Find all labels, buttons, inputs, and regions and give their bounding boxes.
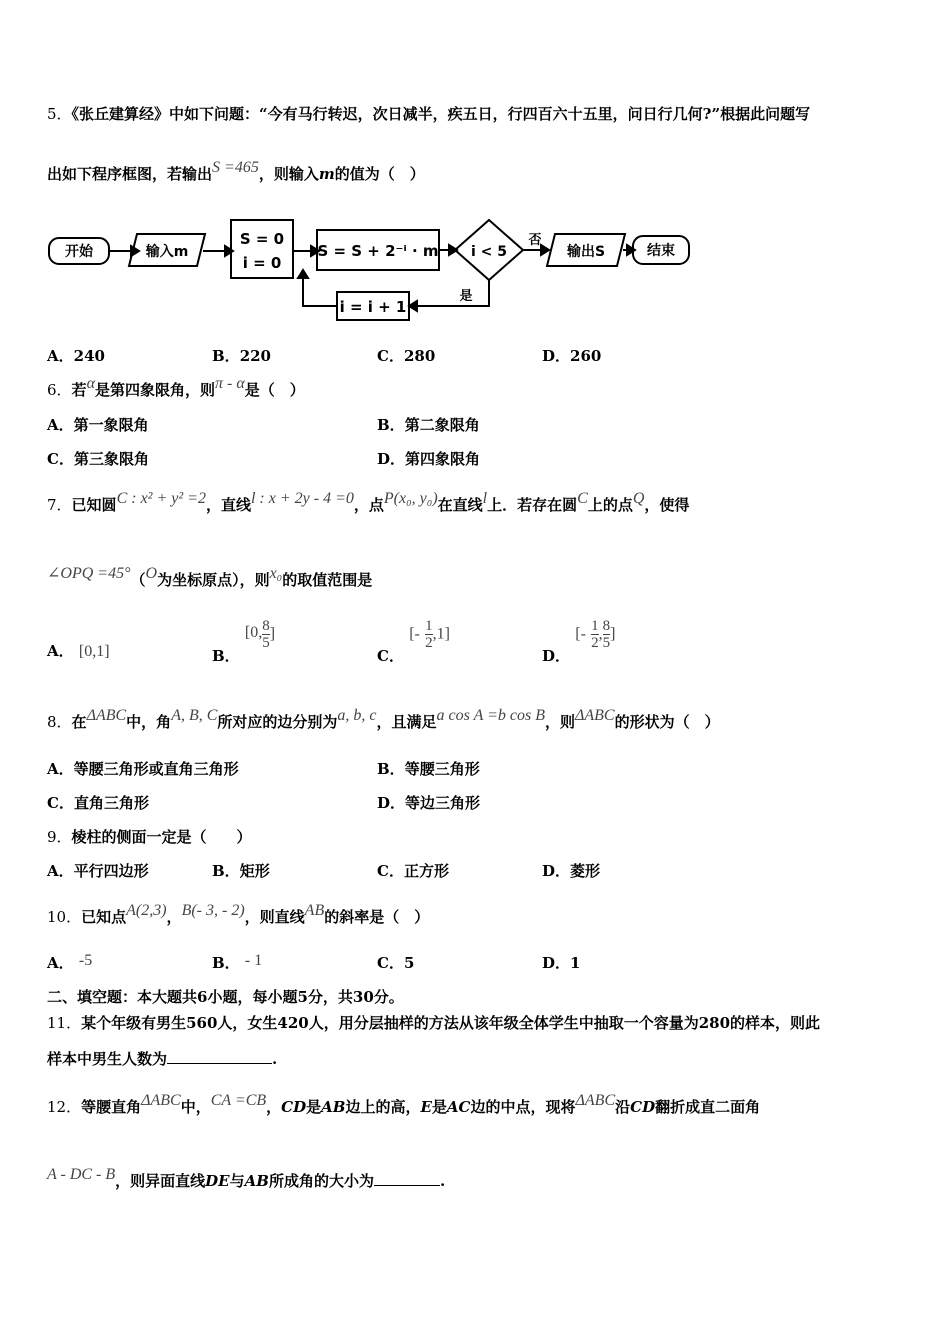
q5-text2b: ，则输入 <box>258 165 319 183</box>
q9-option-a[interactable]: A．平行四边形 <box>47 862 149 880</box>
q6-expr: π - α <box>214 375 245 392</box>
q11-line1: 11．某个年级有男生560人，女生420人，用分层抽样的方法从该年级全体学生中抽取一个容量为280的样本，则此 <box>47 1014 821 1032</box>
q12-line1: 12．等腰直角ΔABC中，CA =CB，CD是AB边上的高，E是AC边的中点，现将ΔABC沿CD翻折成直二面角 <box>47 1092 761 1116</box>
q7-circle: C : x² + y² =2 <box>116 490 206 507</box>
q12-answer-blank[interactable] <box>374 1171 440 1186</box>
q9-number: 9． <box>47 828 72 846</box>
q7-line1: 7．已知圆C : x² + y² =2，直线l : x + 2y - 4 =0，点P(x₀, y₀)在直线l上．若存在圆C上的点Q，使得 <box>47 490 690 514</box>
q6-stem: 6．若α是第四象限角，则π - α是（ ） <box>47 375 305 399</box>
q5-option-c[interactable]: C．280 <box>377 347 436 365</box>
q7-line2: ∠OPQ =45°（O为坐标原点），则x₀的取值范围是 <box>47 565 373 589</box>
q6-option-c[interactable]: C．第三象限角 <box>47 450 149 468</box>
section2-heading: 二、填空题：本大题共6小题，每小题5分，共30分。 <box>47 988 404 1006</box>
q5-text2a: 出如下程序框图，若输出 <box>47 165 213 183</box>
q5-text2c: 的值为（ ） <box>334 165 425 183</box>
q10-option-a[interactable]: A． -5 <box>47 952 93 972</box>
q5-m: m <box>318 165 335 183</box>
q7-angle: ∠OPQ =45° <box>47 565 131 582</box>
q10-option-d[interactable]: D．1 <box>542 954 581 972</box>
q6-number: 6． <box>47 381 72 399</box>
q6-option-d[interactable]: D．第四象限角 <box>377 450 481 468</box>
q6-option-b[interactable]: B．第二象限角 <box>377 416 480 434</box>
q11-answer-blank[interactable] <box>167 1049 272 1064</box>
flow-cond-label: i < 5 <box>470 244 508 260</box>
q10-stem: 10．已知点A(2,3)，B(- 3, - 2)，则直线AB的斜率是（ ） <box>47 902 430 926</box>
flow-output-label: 输出S <box>566 244 606 260</box>
q8-option-a[interactable]: A．等腰三角形或直角三角形 <box>47 760 239 778</box>
q5-math-s: S =465 <box>212 159 259 176</box>
q5-option-a[interactable]: A．240 <box>47 347 105 365</box>
q10-option-b[interactable]: B． - 1 <box>212 952 263 972</box>
q11-number: 11． <box>47 1014 82 1032</box>
q5-flowchart <box>47 210 707 330</box>
q9-option-c[interactable]: C．正方形 <box>377 862 449 880</box>
q7-number: 7． <box>47 496 72 514</box>
q5-option-b[interactable]: B．220 <box>212 347 271 365</box>
flow-update-label: S = S + 2⁻ⁱ · m <box>317 242 439 260</box>
q9-option-b[interactable]: B．矩形 <box>212 862 270 880</box>
q5-number: 5． <box>47 105 72 123</box>
flow-yes-label: 是 <box>459 289 473 304</box>
q5-text1: 《张丘建算经》中如下问题：“今有马行转迟，次日减半，疾五日，行四百六十五里，问日行几何?”根据此问题写 <box>71 105 811 123</box>
flow-end-label: 结束 <box>647 243 675 259</box>
q12-line2: A - DC - B，则异面直线DE与AB所成角的大小为 . <box>47 1166 446 1190</box>
q8-number: 8． <box>47 713 72 731</box>
q7-line-eq: l : x + 2y - 4 =0 <box>250 490 354 507</box>
q6-alpha: α <box>86 375 95 392</box>
q11-line2: 样本中男生人数为 . <box>47 1050 278 1068</box>
q8-option-d[interactable]: D．等边三角形 <box>377 794 481 812</box>
flow-init1-label: S = 0 <box>239 230 285 248</box>
q7-option-b[interactable]: B． [0, $\frac{8}{5}$ ] <box>212 618 276 665</box>
q7-option-d[interactable]: D． [- $\frac{1}{2}$ , $\frac{8}{5}$ ] <box>542 618 616 665</box>
q10-option-c[interactable]: C．5 <box>377 954 415 972</box>
q9-stem: 9．棱柱的侧面一定是（ ） <box>47 828 252 846</box>
q8-stem: 8．在ΔABC中，角A, B, C所对应的边分别为a, b, c，且满足a cos A =b cos B，则ΔABC的形状为（ ） <box>47 707 720 731</box>
flow-init2-label: i = 0 <box>242 254 282 272</box>
q7-point: P(x₀, y₀) <box>383 490 438 507</box>
q7-option-c[interactable]: C． [- $\frac{1}{2}$ ,1] <box>377 618 450 665</box>
q12-number: 12． <box>47 1098 82 1116</box>
q10-number: 10． <box>47 908 82 926</box>
flow-incr-label: i = i + 1 <box>339 298 407 316</box>
q9-option-d[interactable]: D．菱形 <box>542 862 601 880</box>
q5-option-d[interactable]: D．260 <box>542 347 602 365</box>
q8-option-b[interactable]: B．等腰三角形 <box>377 760 480 778</box>
q8-option-c[interactable]: C．直角三角形 <box>47 794 149 812</box>
flow-no-label: 否 <box>528 233 542 248</box>
q7-option-a[interactable]: A． [0,1] <box>47 642 110 660</box>
q5-line2 <box>47 159 425 184</box>
flow-input-label: 输入m <box>145 244 189 260</box>
flow-start-label: 开始 <box>65 244 93 260</box>
q5-line1 <box>47 103 810 124</box>
q6-option-a[interactable]: A．第一象限角 <box>47 416 149 434</box>
